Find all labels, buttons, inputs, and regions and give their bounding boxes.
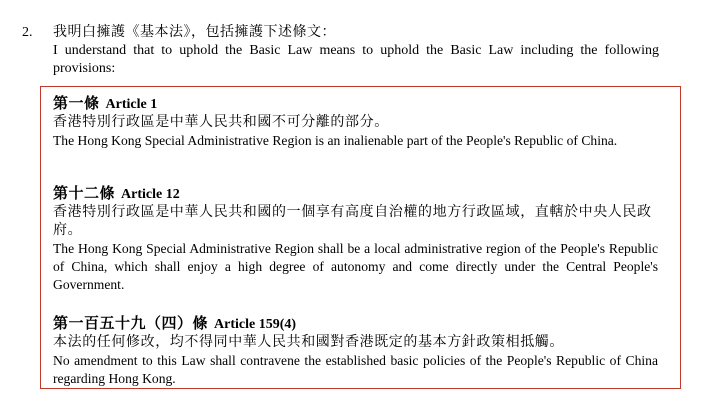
article-text-en: The Hong Kong Special Administrative Region shall be a local administrative region of the People's Republic of China, which shall enjoy a high degree of autonomy and come directly under the Central People's Government. (53, 241, 658, 292)
article-text-zh: 香港特別行政區是中華人民共和國的一個享有高度自治權的地方行政區域，直轄於中央人民政府。 (53, 205, 652, 238)
article-12 (53, 185, 658, 294)
declaration-heading-zh: 我明白擁護《基本法》，包括擁護下述條文： (53, 25, 336, 40)
article-heading-zh: 第十二條 (53, 186, 116, 202)
article-heading (53, 95, 658, 114)
article-heading (53, 185, 658, 204)
article-heading-zh: 第一條 (53, 96, 100, 112)
article-text-en: No amendment to this Law shall contravene the established basic policies of the People's Republic of China regarding Hong Kong. (53, 353, 658, 386)
declaration-heading-en: I understand that to uphold the Basic Law means to uphold the Basic Law including the following provisions: (53, 43, 659, 76)
article-heading-en: Article 159(4) (214, 317, 297, 332)
article-heading-en: Article 1 (105, 97, 158, 112)
article-1 (53, 95, 658, 150)
article-text-en: The Hong Kong Special Administrative Region is an inalienable part of the People's Republic of China. (53, 133, 618, 148)
article-text-zh: 香港特別行政區是中華人民共和國不可分離的部分。 (53, 115, 389, 130)
article-159-4 (53, 315, 658, 388)
article-text-zh: 本法的任何修改，均不得同中華人民共和國對香港既定的基本方針政策相抵觸。 (53, 335, 564, 350)
item-number: 2. (22, 25, 33, 40)
article-heading-zh: 第一百五十九（四）條 (53, 316, 209, 332)
article-heading-en: Article 12 (121, 187, 180, 202)
provisions-box (40, 86, 681, 389)
declaration-statement (53, 24, 659, 78)
article-heading (53, 315, 658, 334)
